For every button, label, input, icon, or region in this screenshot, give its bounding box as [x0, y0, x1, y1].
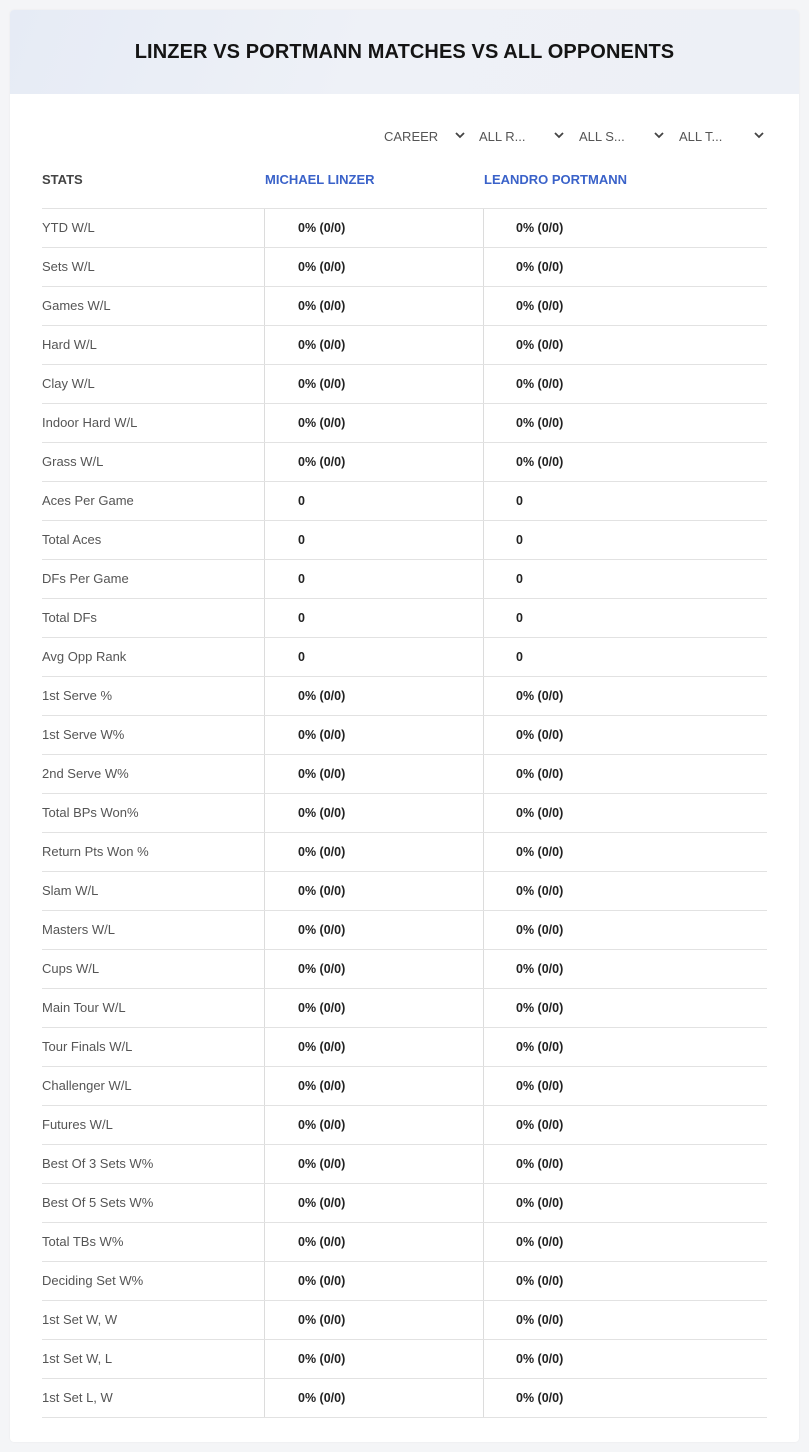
stat-name: Masters W/L — [42, 922, 115, 937]
player2-value: 0 — [483, 638, 767, 676]
table-row — [42, 833, 767, 872]
player2-value: 0% (0/0) — [483, 248, 767, 286]
stat-name: Clay W/L — [42, 376, 95, 391]
player2-value: 0% (0/0) — [483, 716, 767, 754]
table-row — [42, 677, 767, 716]
stat-name: Return Pts Won % — [42, 844, 149, 859]
period-filter-select[interactable] — [384, 126, 466, 146]
player1-value: 0% (0/0) — [264, 1223, 483, 1261]
player2-value: 0% (0/0) — [483, 833, 767, 871]
player1-value: 0% (0/0) — [264, 1262, 483, 1300]
player2-value: 0% (0/0) — [483, 1301, 767, 1339]
player1-value: 0% (0/0) — [264, 1379, 483, 1417]
player2-value: 0% (0/0) — [483, 911, 767, 949]
player2-value: 0% (0/0) — [483, 209, 767, 247]
player1-value: 0% (0/0) — [264, 1340, 483, 1378]
player1-value: 0 — [264, 599, 483, 637]
player1-value: 0% (0/0) — [264, 287, 483, 325]
player2-value: 0% (0/0) — [483, 1145, 767, 1183]
player2-value: 0 — [483, 521, 767, 559]
table-row — [42, 1067, 767, 1106]
table-row — [42, 287, 767, 326]
stat-name: DFs Per Game — [42, 571, 129, 586]
player1-value: 0% (0/0) — [264, 716, 483, 754]
player1-value: 0% (0/0) — [264, 911, 483, 949]
chevron-down-icon — [553, 129, 565, 141]
player1-value: 0% (0/0) — [264, 989, 483, 1027]
surface-filter-value: ALL S... — [579, 128, 625, 144]
stat-name: Hard W/L — [42, 337, 97, 352]
stat-name: 1st Serve % — [42, 688, 113, 703]
player2-value: 0% (0/0) — [483, 1379, 767, 1417]
player2-value: 0% (0/0) — [483, 1340, 767, 1378]
player1-value: 0 — [264, 560, 483, 598]
player2-value: 0% (0/0) — [483, 794, 767, 832]
table-row — [42, 1145, 767, 1184]
table-row — [42, 521, 767, 560]
table-row — [42, 1340, 767, 1379]
table-row — [42, 1301, 767, 1340]
player1-value: 0% (0/0) — [264, 443, 483, 481]
table-row — [42, 482, 767, 521]
stat-name: 1st Set L, W — [42, 1390, 113, 1405]
stat-name: Best Of 3 Sets W% — [42, 1156, 154, 1171]
player1-value: 0% (0/0) — [264, 872, 483, 910]
player1-value: 0% (0/0) — [264, 248, 483, 286]
stat-name: YTD W/L — [42, 220, 95, 235]
table-row — [42, 1106, 767, 1145]
filter-bar — [10, 126, 799, 146]
table-row — [42, 599, 767, 638]
player2-value: 0% (0/0) — [483, 1067, 767, 1105]
player1-link[interactable]: MICHAEL LINZER — [265, 172, 375, 187]
table-row — [42, 638, 767, 677]
table-row — [42, 326, 767, 365]
stats-table — [42, 208, 767, 1418]
player1-value: 0% (0/0) — [264, 1301, 483, 1339]
table-row — [42, 755, 767, 794]
stat-name: Deciding Set W% — [42, 1273, 144, 1288]
card-header — [10, 10, 799, 94]
player1-value: 0% (0/0) — [264, 1028, 483, 1066]
player1-value: 0 — [264, 521, 483, 559]
player1-value: 0 — [264, 482, 483, 520]
table-row — [42, 209, 767, 248]
stat-name: Main Tour W/L — [42, 1000, 126, 1015]
player1-value: 0% (0/0) — [264, 1067, 483, 1105]
player2-value: 0% (0/0) — [483, 1223, 767, 1261]
stat-name: Futures W/L — [42, 1117, 113, 1132]
player2-value: 0% (0/0) — [483, 950, 767, 988]
player2-value: 0% (0/0) — [483, 677, 767, 715]
player1-value: 0% (0/0) — [264, 404, 483, 442]
chevron-down-icon — [753, 129, 765, 141]
stat-name: Indoor Hard W/L — [42, 415, 138, 430]
stat-name: Total BPs Won% — [42, 805, 139, 820]
stat-name: Grass W/L — [42, 454, 104, 469]
player1-value: 0% (0/0) — [264, 1145, 483, 1183]
stat-name: Total DFs — [42, 610, 97, 625]
player2-value: 0% (0/0) — [483, 872, 767, 910]
player1-value: 0% (0/0) — [264, 1184, 483, 1222]
table-row — [42, 794, 767, 833]
stat-name: Best Of 5 Sets W% — [42, 1195, 154, 1210]
player2-value: 0 — [483, 560, 767, 598]
table-row — [42, 1184, 767, 1223]
player1-value: 0% (0/0) — [264, 1106, 483, 1144]
stat-name: Tour Finals W/L — [42, 1039, 133, 1054]
player2-value: 0% (0/0) — [483, 1028, 767, 1066]
player1-value: 0% (0/0) — [264, 677, 483, 715]
stat-name: Slam W/L — [42, 883, 99, 898]
stat-name: Sets W/L — [42, 259, 95, 274]
player2-value: 0% (0/0) — [483, 404, 767, 442]
stat-name: 2nd Serve W% — [42, 766, 129, 781]
player2-value: 0% (0/0) — [483, 1262, 767, 1300]
stat-name: Cups W/L — [42, 961, 100, 976]
table-row — [42, 1379, 767, 1418]
stats-card — [10, 10, 799, 1442]
player1-value: 0 — [264, 638, 483, 676]
table-row — [42, 560, 767, 599]
stat-name: Total TBs W% — [42, 1234, 124, 1249]
player1-value: 0% (0/0) — [264, 794, 483, 832]
table-row — [42, 950, 767, 989]
player2-value: 0% (0/0) — [483, 1184, 767, 1222]
player2-value: 0% (0/0) — [483, 1106, 767, 1144]
player2-link[interactable]: LEANDRO PORTMANN — [484, 172, 627, 187]
player2-value: 0% (0/0) — [483, 989, 767, 1027]
round-filter-select[interactable] — [479, 126, 565, 146]
stat-name: 1st Set W, W — [42, 1312, 118, 1327]
player2-value: 0% (0/0) — [483, 443, 767, 481]
stat-name: Games W/L — [42, 298, 111, 313]
stat-name: Total Aces — [42, 532, 102, 547]
player2-value: 0 — [483, 599, 767, 637]
tournament-filter-select[interactable] — [679, 126, 765, 146]
player2-value: 0% (0/0) — [483, 326, 767, 364]
stat-name: Avg Opp Rank — [42, 649, 127, 664]
page-title: LINZER VS PORTMANN MATCHES VS ALL OPPONENTS — [134, 40, 675, 63]
player2-value: 0 — [483, 482, 767, 520]
stat-name: 1st Set W, L — [42, 1351, 113, 1366]
player1-value: 0% (0/0) — [264, 833, 483, 871]
table-row — [42, 248, 767, 287]
player2-value: 0% (0/0) — [483, 365, 767, 403]
stat-name: Challenger W/L — [42, 1078, 132, 1093]
stats-column-header: STATS — [42, 172, 83, 187]
table-row — [42, 1223, 767, 1262]
table-row — [42, 443, 767, 482]
player1-value: 0% (0/0) — [264, 209, 483, 247]
player2-value: 0% (0/0) — [483, 287, 767, 325]
round-filter-value: ALL R... — [479, 128, 526, 144]
table-row — [42, 911, 767, 950]
chevron-down-icon — [454, 129, 466, 141]
chevron-down-icon — [653, 129, 665, 141]
table-row — [42, 716, 767, 755]
table-row — [42, 1262, 767, 1301]
table-row — [42, 989, 767, 1028]
table-row — [42, 872, 767, 911]
table-header — [42, 170, 767, 208]
surface-filter-select[interactable] — [579, 126, 665, 146]
tournament-filter-value: ALL T... — [679, 128, 723, 144]
player2-value: 0% (0/0) — [483, 755, 767, 793]
table-row — [42, 365, 767, 404]
player1-value: 0% (0/0) — [264, 950, 483, 988]
period-filter-value: CAREER — [384, 128, 439, 144]
player1-value: 0% (0/0) — [264, 365, 483, 403]
table-row — [42, 404, 767, 443]
table-row — [42, 1028, 767, 1067]
stat-name: 1st Serve W% — [42, 727, 125, 742]
player1-value: 0% (0/0) — [264, 326, 483, 364]
stat-name: Aces Per Game — [42, 493, 134, 508]
player1-value: 0% (0/0) — [264, 755, 483, 793]
